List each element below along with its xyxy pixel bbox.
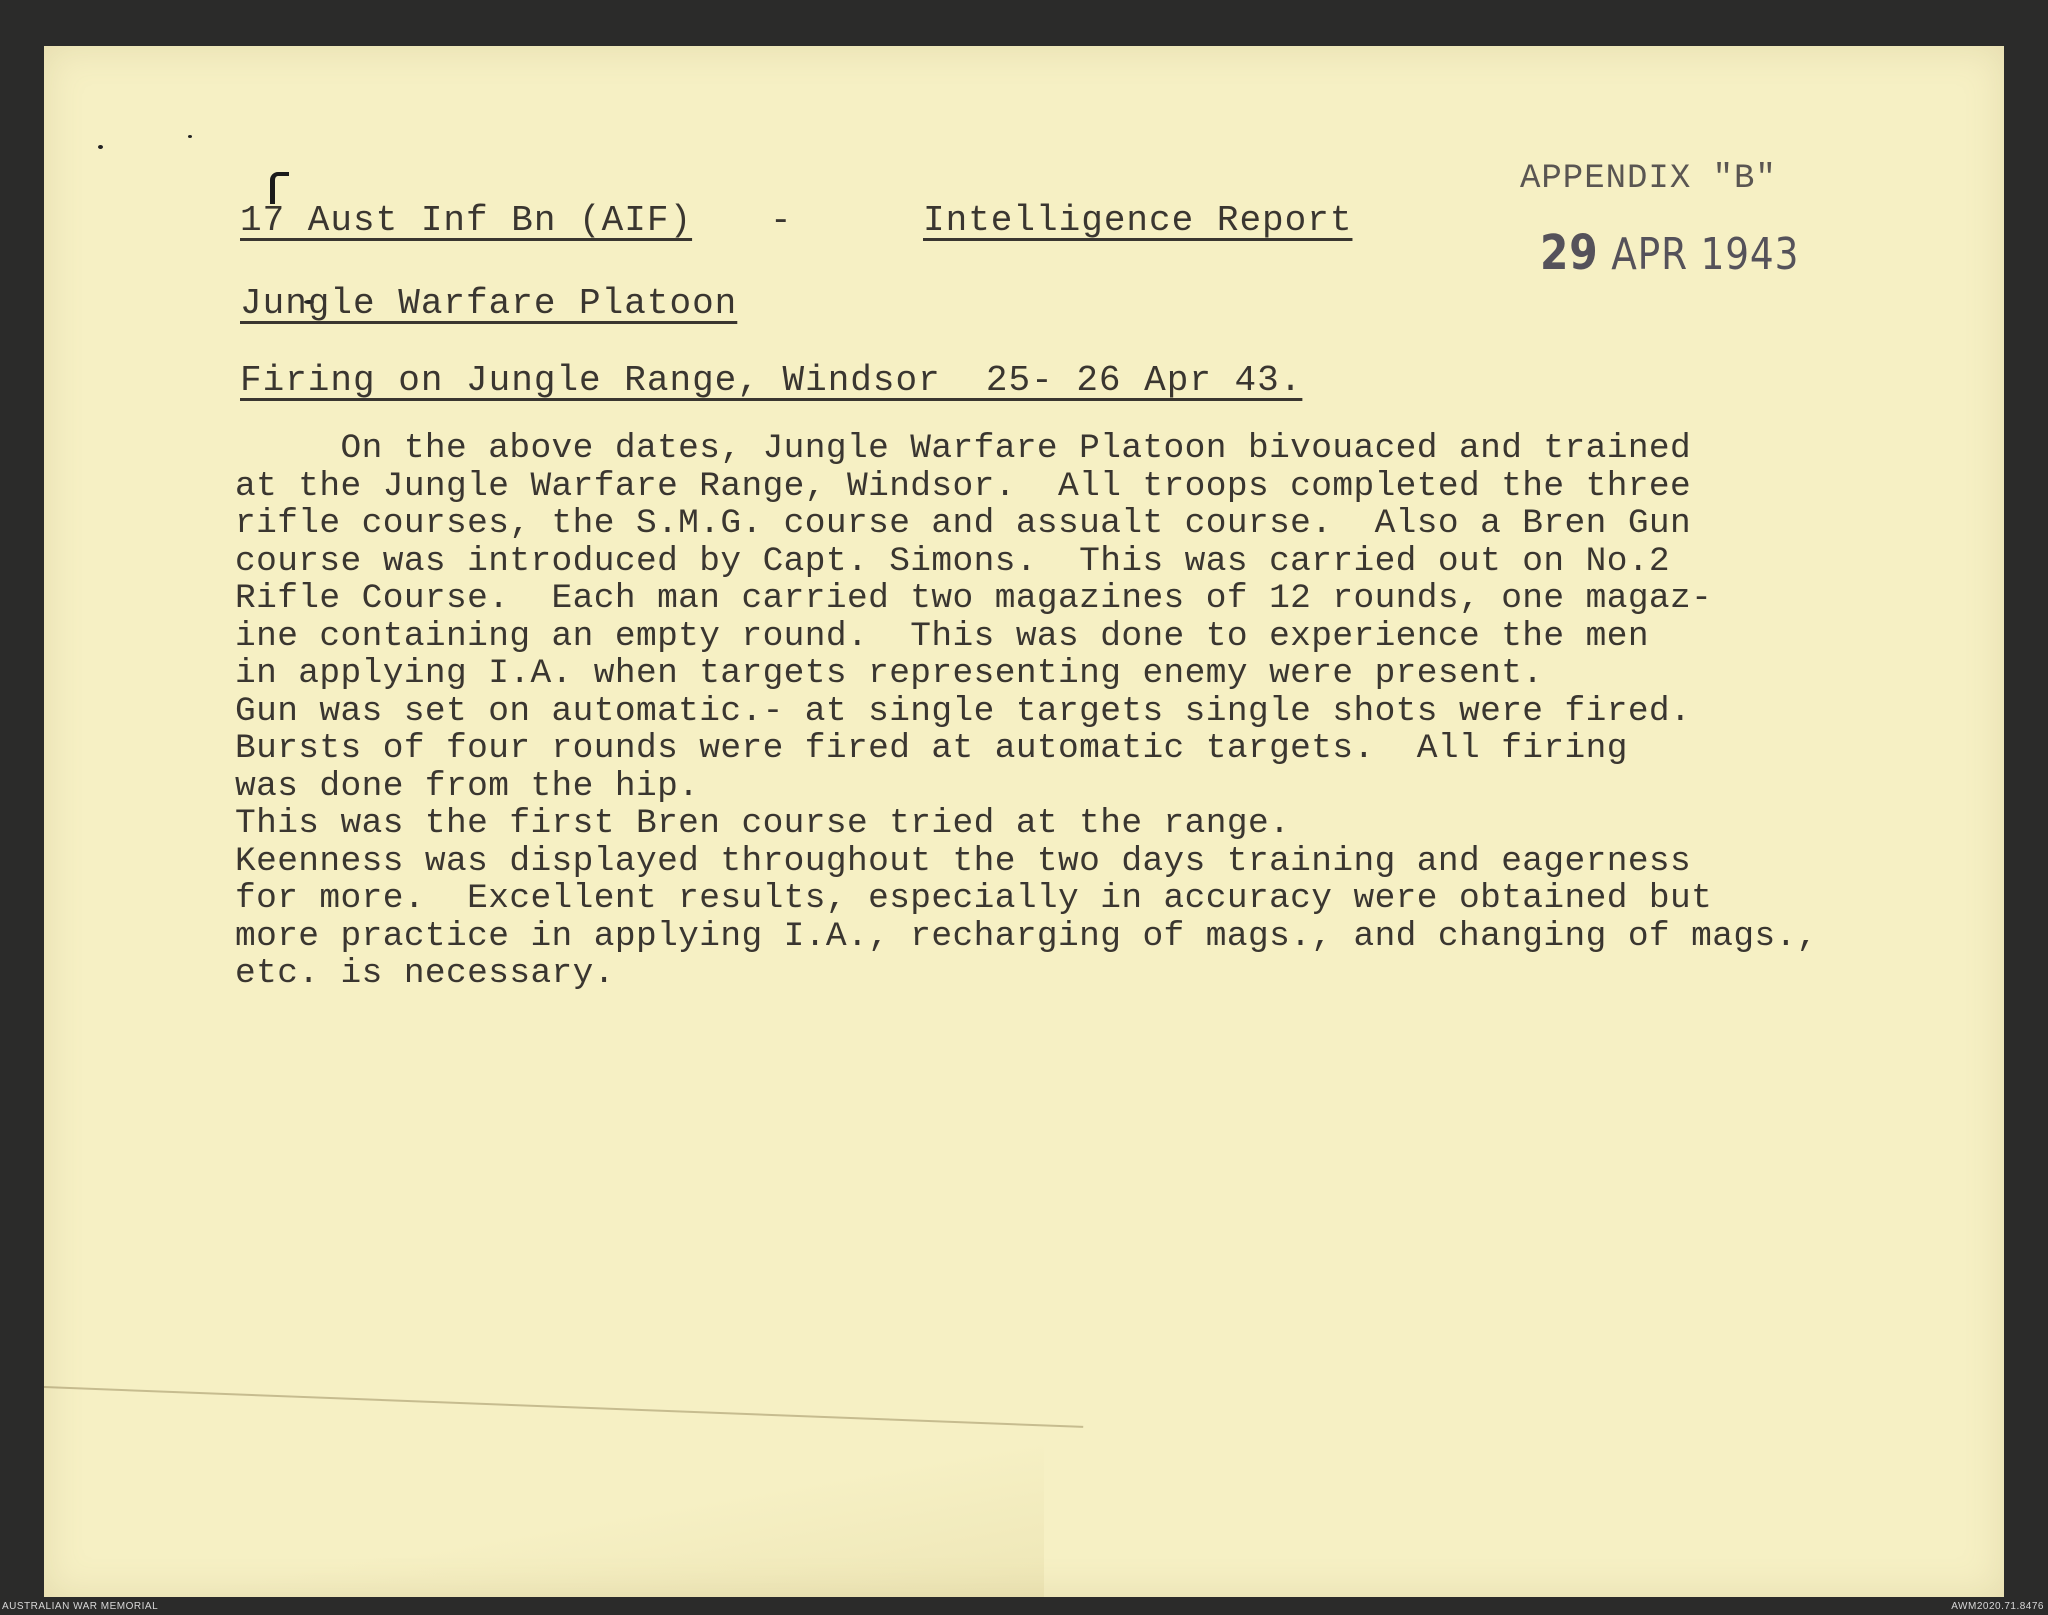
archive-footer-right: AWM2020.71.8476 [1951,1601,2044,1612]
appendix-label: APPENDIX "B" [1520,160,1777,198]
body-line: Gun was set on automatic.- at single targets single shots were fired. [235,691,1692,731]
body-line: ine containing an empty round. This was done to experience the men [235,616,1649,656]
body-line: for more. Excellent results, especially in accuracy were obtained but [235,879,1713,918]
platoon-heading: Jungle Warfare Platoon [240,283,738,324]
stamp-day: 29 [1540,225,1599,281]
body-line: was done from the hip. [235,766,700,806]
ink-speck [188,135,192,138]
heading-separator: - [770,200,793,241]
ink-speck [98,145,103,149]
subject-heading: Firing on Jungle Range, Windsor 25- 26 Apr 43. [240,360,1303,401]
report-body [235,430,1955,993]
date-stamp [1540,225,1799,281]
report-heading: Intelligence Report [923,200,1353,241]
body-line: On the above dates, Jungle Warfare Platoon bivouaced and trained [235,429,1692,468]
body-line: This was the first Bren course tried at the range. [235,804,1291,843]
body-line: course was introduced by Capt. Simons. This was carried out on No.2 [235,541,1671,581]
body-line: in applying I.A. when targets representing enemy were present. [235,654,1544,693]
archive-footer-left: AUSTRALIAN WAR MEMORIAL [2,1601,159,1612]
unit-heading: 17 Aust Inf Bn (AIF) [240,200,693,241]
body-line: at the Jungle Warfare Range, Windsor. All troops completed the three [235,466,1692,506]
body-line: rifle courses, the S.M.G. course and assualt course. Also a Bren Gun [235,504,1692,543]
body-line: more practice in applying I.A., recharging of mags., and changing of mags., [235,916,1818,956]
body-line: Bursts of four rounds were fired at automatic targets. All firing [235,729,1628,768]
torn-edge [44,1386,1084,1438]
stamp-month-year: APR 1943 [1611,229,1800,280]
body-line: etc. is necessary. [235,954,615,993]
body-line: Rifle Course. Each man carried two magazines of 12 rounds, one magaz- [235,579,1713,618]
body-line: Keenness was displayed throughout the two days training and eagerness [235,841,1692,881]
